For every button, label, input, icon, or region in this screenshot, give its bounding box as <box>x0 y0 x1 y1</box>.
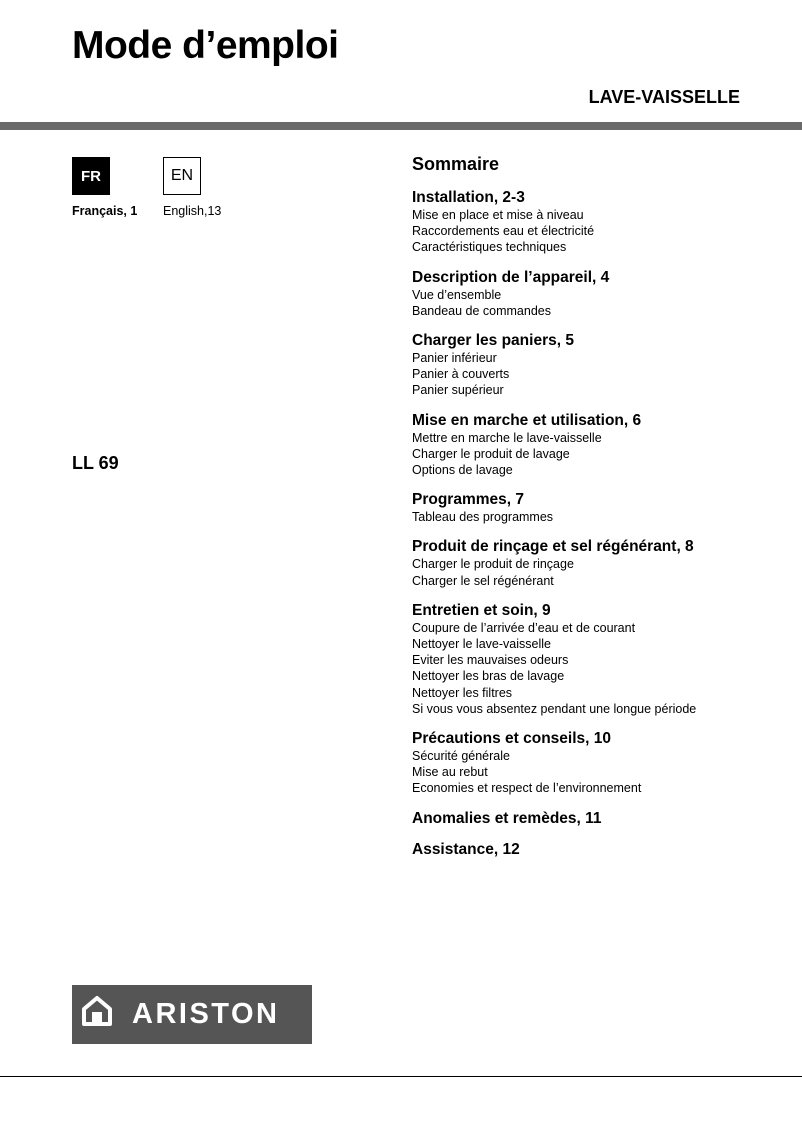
toc-section <box>412 189 782 256</box>
toc-section-item: Vue d’ensemble <box>412 287 502 302</box>
language-code: FR <box>81 167 101 185</box>
toc-section-item: Mise au rebut <box>412 765 488 780</box>
toc-section-item: Sécurité générale <box>412 749 510 764</box>
toc-section-item: Raccordements eau et électricité <box>412 224 595 239</box>
toc-section-item: Charger le produit de rinçage <box>412 557 574 572</box>
toc-section-heading[interactable]: Entretien et soin, 9 <box>412 601 551 619</box>
toc-section-heading[interactable]: Installation, 2-3 <box>412 189 525 206</box>
toc-section-heading[interactable]: Produit de rinçage et sel régénérant, 8 <box>412 538 694 556</box>
toc-section-heading[interactable]: Charger les paniers, 5 <box>412 332 574 350</box>
language-label-fr: Français, 1 <box>72 204 138 218</box>
language-tab-en[interactable] <box>163 157 201 195</box>
toc-section-item: Options de lavage <box>412 463 513 478</box>
toc-section-item: Charger le produit de lavage <box>412 446 570 461</box>
toc-section-heading[interactable]: Assistance, 12 <box>412 840 520 858</box>
language-label-en: English,13 <box>163 204 222 218</box>
toc-section-item: Panier à couverts <box>412 367 510 382</box>
toc-section-item: Panier inférieur <box>412 351 497 366</box>
toc-section-item: Charger le sel régénérant <box>412 573 554 588</box>
toc-section-item: Caractéristiques techniques <box>412 240 567 255</box>
toc-title: Sommaire <box>412 154 500 174</box>
product-category: LAVE-VAISSELLE <box>588 87 740 107</box>
footer-divider <box>0 1076 802 1077</box>
toc-section <box>412 602 782 717</box>
toc-section <box>412 841 782 859</box>
toc-section-item: Nettoyer le lave-vaisselle <box>412 637 551 652</box>
toc-section-heading[interactable]: Précautions et conseils, 10 <box>412 730 612 748</box>
toc-section-item: Economies et respect de l’environnement <box>412 781 642 796</box>
toc-section-item: Mise en place et mise à niveau <box>412 208 584 222</box>
toc-section <box>412 412 782 479</box>
toc-section <box>412 332 782 399</box>
toc-sections <box>412 189 782 859</box>
toc-section <box>412 491 782 525</box>
toc-section-heading[interactable]: Anomalies et remèdes, 11 <box>412 809 602 827</box>
toc-section-item: Coupure de l’arrivée d’eau et de courant <box>412 620 636 635</box>
toc-section-item: Panier supérieur <box>412 383 504 398</box>
toc-section <box>412 810 782 828</box>
toc-section-item: Nettoyer les filtres <box>412 685 513 700</box>
language-code: EN <box>170 167 194 184</box>
toc-section <box>412 538 782 588</box>
document-title: Mode d’emploi <box>72 24 339 67</box>
model-number: LL 69 <box>72 453 119 473</box>
toc-section-heading[interactable]: Mise en marche et utilisation, 6 <box>412 411 642 429</box>
toc-section-item: Mettre en marche le lave-vaisselle <box>412 430 602 445</box>
toc-section-heading[interactable]: Programmes, 7 <box>412 491 524 509</box>
toc-section-item: Si vous vous absentez pendant une longue période <box>412 701 697 716</box>
toc-section-item: Eviter les mauvaises odeurs <box>412 653 569 668</box>
toc-section-item: Bandeau de commandes <box>412 303 551 318</box>
toc-section-item: Nettoyer les bras de lavage <box>412 669 565 684</box>
header-divider <box>0 122 802 130</box>
toc-section <box>412 730 782 797</box>
brand-name: ARISTON <box>132 998 280 1030</box>
table-of-contents <box>412 153 782 872</box>
toc-section-heading[interactable]: Description de l’appareil, 4 <box>412 268 610 286</box>
toc-section-item: Tableau des programmes <box>412 510 554 525</box>
language-tab-fr[interactable] <box>72 157 110 195</box>
toc-section <box>412 269 782 319</box>
